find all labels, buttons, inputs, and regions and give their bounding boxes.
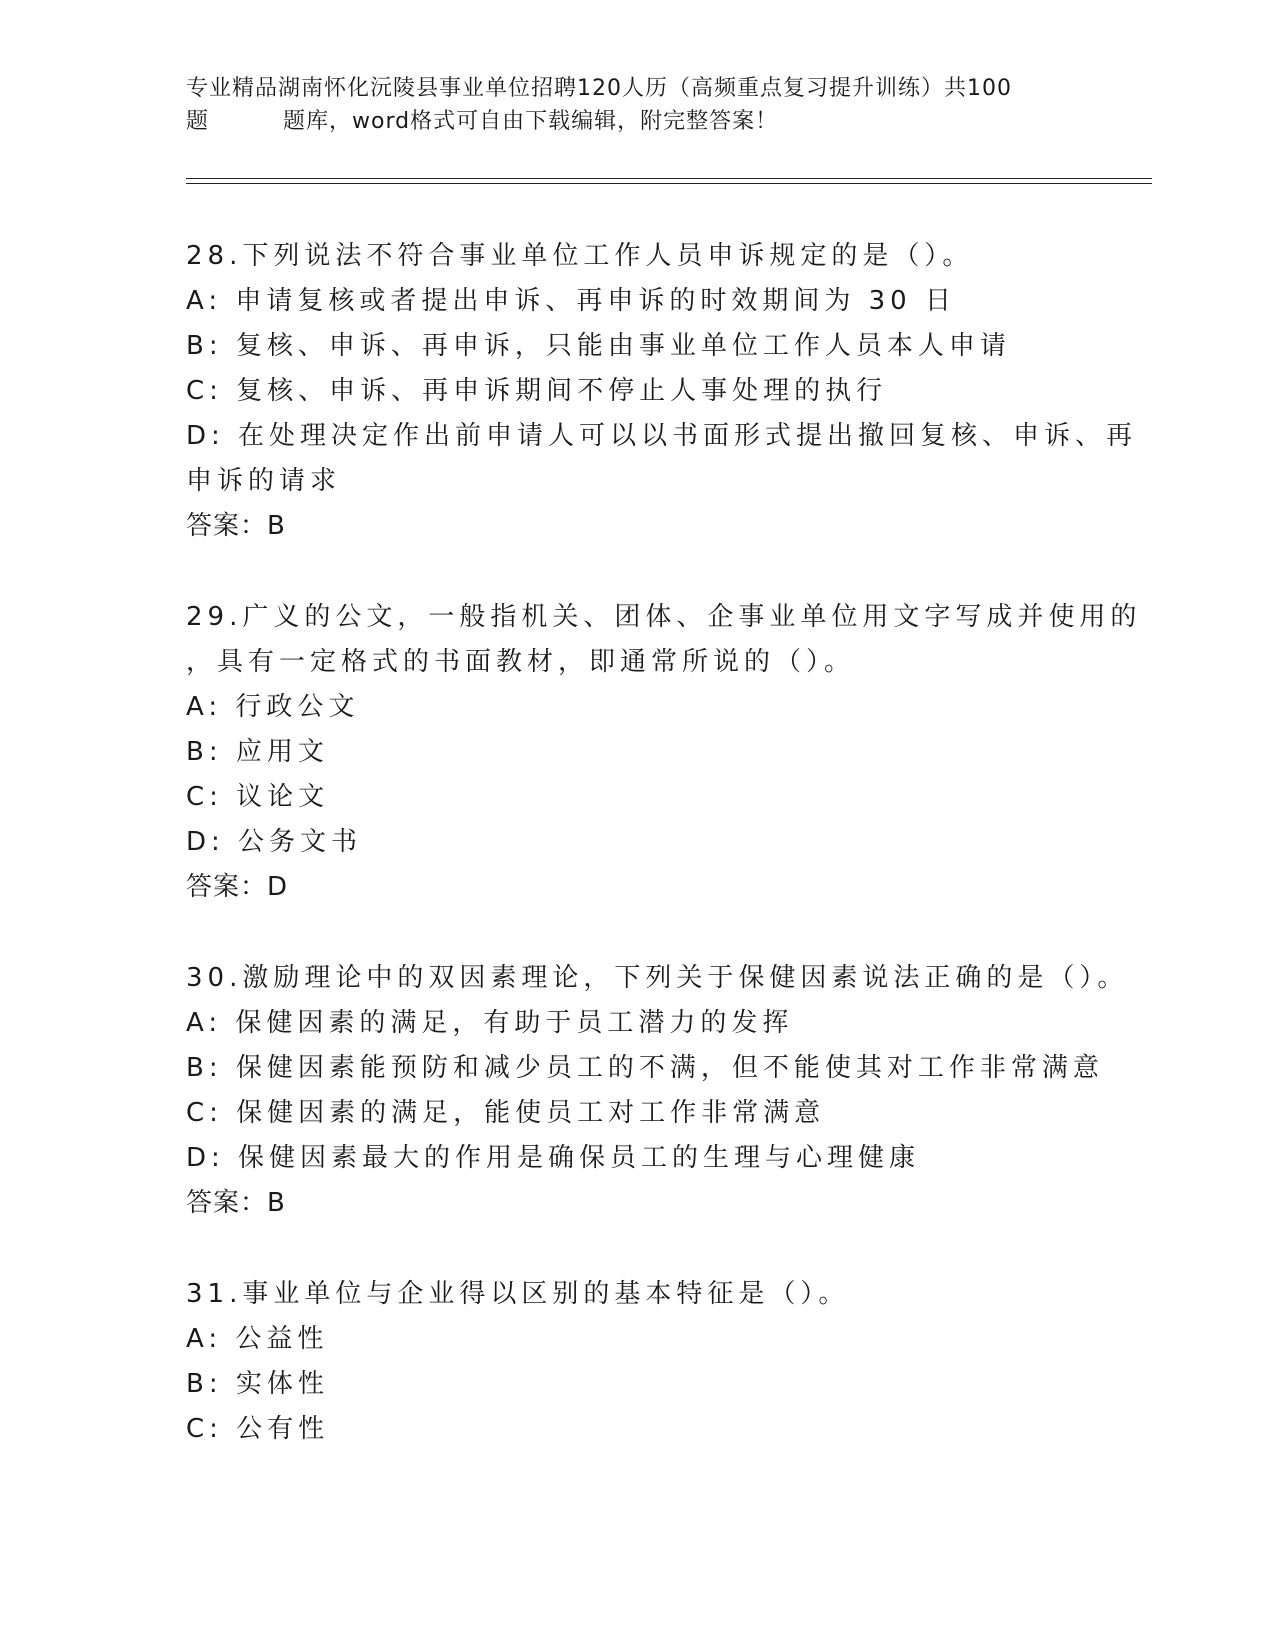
question-stem: 30.激励理论中的双因素理论，下列关于保健因素说法正确的是（）。: [186, 963, 1129, 993]
header-line2-right: 题库，word格式可自由下载编辑，附完整答案！: [283, 109, 779, 134]
option-c: C: 保健因素的满足，能使员工对工作非常满意: [186, 1098, 826, 1128]
option-b: B: 应用文: [186, 737, 329, 767]
question-list: [186, 234, 1142, 1498]
option-a: A: 申请复核或者提出申诉、再申诉的时效期间为 30 日: [186, 286, 956, 316]
option-c: C: 复核、申诉、再申诉期间不停止人事处理的执行: [186, 376, 888, 406]
question-stem-continued: ，具有一定格式的书面教材，即通常所说的（）。: [186, 647, 856, 677]
question-29: [186, 595, 1142, 910]
header-divider-top: [186, 178, 1152, 179]
option-d: D: 公务文书: [186, 827, 363, 857]
option-b: B: 复核、申诉、再申诉，只能由事业单位工作人员本人申请: [186, 331, 1011, 361]
answer: 答案：D: [186, 872, 289, 902]
option-c: C: 公有性: [186, 1414, 330, 1444]
header-title-line1: 专业精品湖南怀化沅陵县事业单位招聘120人历（高频重点复习提升训练）共100: [186, 76, 1012, 101]
option-b: B: 保健因素能预防和减少员工的不满，但不能使其对工作非常满意: [186, 1053, 1104, 1083]
option-a: A: 行政公文: [186, 692, 360, 722]
question-30: [186, 956, 1129, 1226]
header-line2-left: 题: [186, 109, 210, 134]
option-d-continued: 申诉的请求: [186, 466, 342, 496]
option-a: A: 保健因素的满足，有助于员工潜力的发挥: [186, 1008, 794, 1038]
option-a: A: 公益性: [186, 1324, 329, 1354]
option-c: C: 议论文: [186, 782, 330, 812]
option-d: D: 在处理决定作出前申请人可以以书面形式提出撤回复核、申诉、再: [186, 421, 1138, 451]
question-stem: 29.广义的公文，一般指机关、团体、企事业单位用文字写成并使用的: [186, 602, 1142, 632]
question-31: [186, 1272, 1086, 1452]
question-stem: 31.事业单位与企业得以区别的基本特征是（）。: [186, 1279, 850, 1309]
header-divider-bottom: [186, 183, 1152, 184]
question-28: [186, 234, 1138, 549]
answer: 答案：B: [186, 511, 286, 541]
document-header: [186, 72, 1086, 138]
option-b: B: 实体性: [186, 1369, 329, 1399]
question-stem: 28.下列说法不符合事业单位工作人员申诉规定的是（）。: [186, 241, 974, 271]
option-d: D: 保健因素最大的作用是确保员工的生理与心理健康: [186, 1143, 921, 1173]
answer: 答案：B: [186, 1188, 286, 1218]
header-title-line2: [186, 105, 1086, 138]
